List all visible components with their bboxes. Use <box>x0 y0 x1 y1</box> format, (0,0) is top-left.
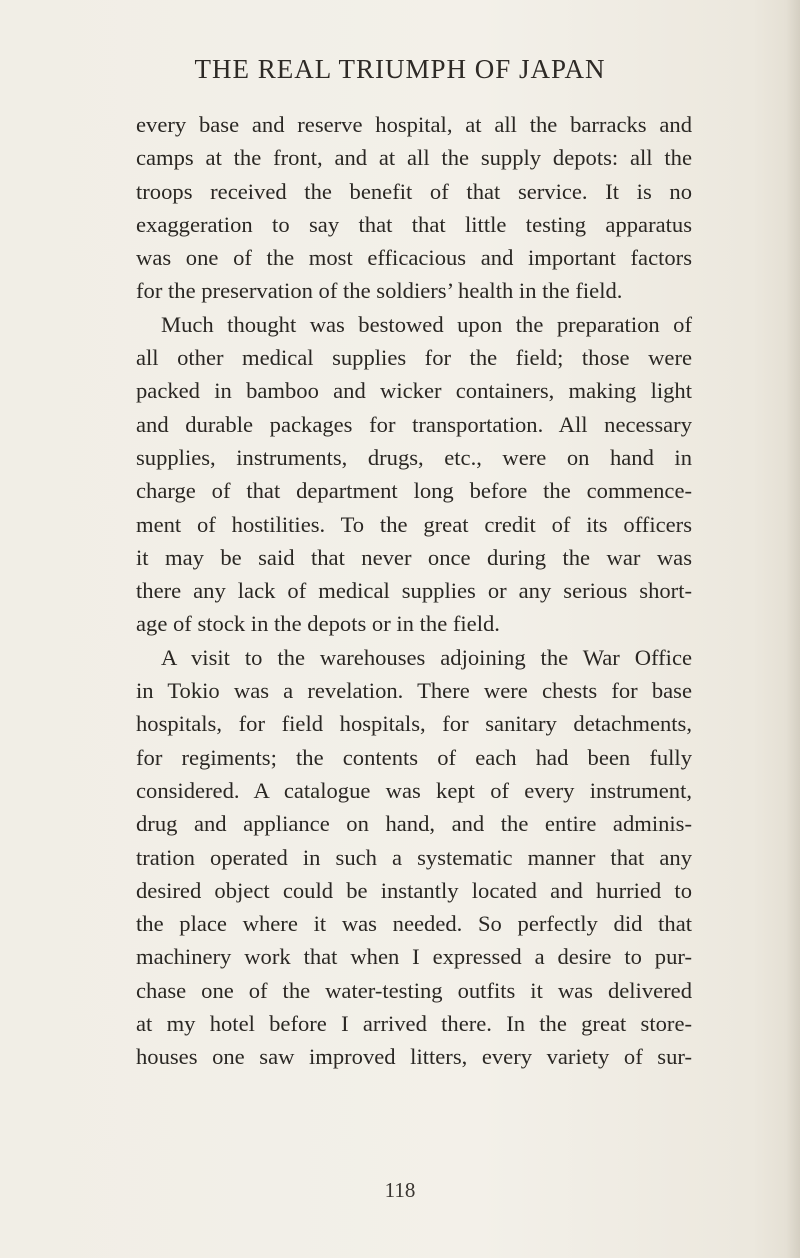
running-head: THE REAL TRIUMPH OF JAPAN <box>194 54 606 84</box>
text-line: ment of hostilities. To the great credit of its officers <box>136 511 692 537</box>
text-line: was one of the most efficacious and important factors <box>136 245 692 271</box>
body-text <box>136 108 692 1074</box>
page-edge-shadow <box>786 0 800 1258</box>
text-line: at my hotel before I arrived there. In the great store- <box>136 1011 692 1037</box>
text-line: camps at the front, and at all the supply depots: all the <box>136 145 692 171</box>
text-line: hospitals, for field hospitals, for sanitary detachments, <box>136 711 692 737</box>
text-line: considered. A catalogue was kept of every instrument, <box>136 777 692 803</box>
text-line: A visit to the warehouses adjoining the War Office <box>161 644 692 670</box>
text-line: for regiments; the contents of each had been fully <box>136 744 692 770</box>
text-line: supplies, instruments, drugs, etc., were on hand in <box>136 444 692 470</box>
text-line: all other medical supplies for the field; those were <box>136 345 692 371</box>
text-line: Much thought was bestowed upon the preparation of <box>161 311 692 337</box>
page-number: 118 <box>384 1178 416 1202</box>
text-line: every base and reserve hospital, at all the barracks and <box>136 112 692 137</box>
text-line: in Tokio was a revelation. There were chests for base <box>136 678 692 704</box>
text-line: the place where it was needed. So perfectly did that <box>136 911 692 937</box>
text-line: drug and appliance on hand, and the entire adminis- <box>136 811 692 837</box>
text-line: chase one of the water-testing outfits it was delivered <box>136 977 692 1003</box>
text-line: troops received the benefit of that service. It is no <box>136 178 692 204</box>
text-line: age of stock in the depots or in the field. <box>136 611 500 637</box>
text-line: there any lack of medical supplies or any serious short- <box>136 578 692 604</box>
text-line: houses one saw improved litters, every variety of sur- <box>136 1044 692 1070</box>
text-line: and durable packages for transportation. All necessary <box>136 411 692 437</box>
text-line: for the preservation of the soldiers’ health in the field. <box>136 278 623 304</box>
text-line: desired object could be instantly located and hurried to <box>136 877 692 903</box>
text-line: machinery work that when I expressed a desire to pur- <box>136 944 692 970</box>
text-line: packed in bamboo and wicker containers, making light <box>136 378 692 404</box>
text-line: it may be said that never once during the war was <box>136 544 692 570</box>
text-line: charge of that department long before the commence- <box>136 478 692 504</box>
text-line: tration operated in such a systematic manner that any <box>136 844 692 870</box>
text-line: exaggeration to say that that little testing apparatus <box>136 211 692 237</box>
